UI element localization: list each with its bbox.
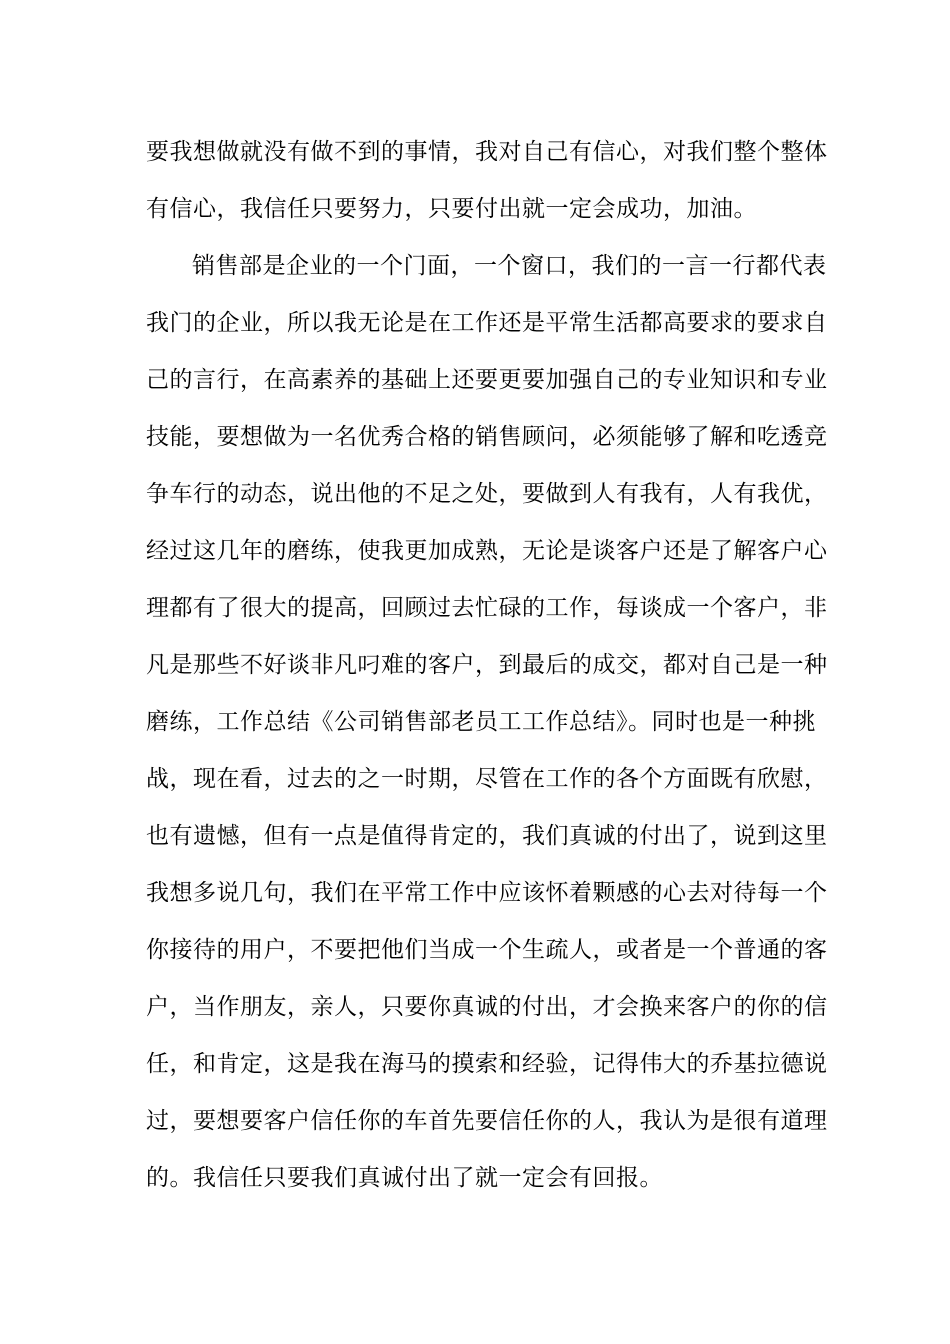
text-line: 理都有了很大的提高，回顾过去忙碌的工作，每谈成一个客户，非 — [146, 595, 828, 621]
text-line: 任，和肯定，这是我在海马的摸索和经验，记得伟大的乔基拉德说 — [146, 1051, 828, 1077]
text-line: 己的言行，在高素养的基础上还要更要加强自己的专业知识和专业 — [146, 367, 828, 393]
text-line: 你接待的用户，不要把他们当成一个生疏人，或者是一个普通的客 — [146, 937, 828, 963]
text-line: 也有遗憾，但有一点是值得肯定的，我们真诚的付出了，说到这里 — [146, 823, 828, 849]
text-line: 我门的企业，所以我无论是在工作还是平常生活都高要求的要求自 — [146, 310, 828, 336]
text-line: 过，要想要客户信任你的车首先要信任你的人，我认为是很有道理 — [146, 1108, 828, 1134]
text-line: 有信心，我信任只要努力，只要付出就一定会成功，加油。 — [146, 196, 757, 222]
text-line: 要我想做就没有做不到的事情，我对自己有信心，对我们整个整体 — [146, 139, 828, 165]
text-line: 户，当作朋友，亲人，只要你真诚的付出，才会换来客户的你的信 — [146, 994, 828, 1020]
text-line: 经过这几年的磨练，使我更加成熟，无论是谈客户还是了解客户心 — [146, 538, 828, 564]
text-line: 的。我信任只要我们真诚付出了就一定会有回报。 — [146, 1165, 663, 1191]
text-line: 我想多说几句，我们在平常工作中应该怀着颗感的心去对待每一个 — [146, 880, 828, 906]
text-line: 战，现在看，过去的之一时期，尽管在工作的各个方面既有欣慰， — [146, 766, 828, 792]
text-line: 磨练，工作总结《公司销售部老员工工作总结》。同时也是一种挑 — [146, 709, 816, 735]
text-line: 争车行的动态，说出他的不足之处，要做到人有我有，人有我优， — [146, 481, 828, 507]
paragraph-first-line: 销售部是企业的一个门面，一个窗口，我们的一言一行都代表 — [192, 253, 827, 279]
text-line: 凡是那些不好谈非凡叼难的客户，到最后的成交，都对自己是一种 — [146, 652, 828, 678]
text-line: 技能，要想做为一名优秀合格的销售顾问，必须能够了解和吃透竞 — [146, 424, 828, 450]
